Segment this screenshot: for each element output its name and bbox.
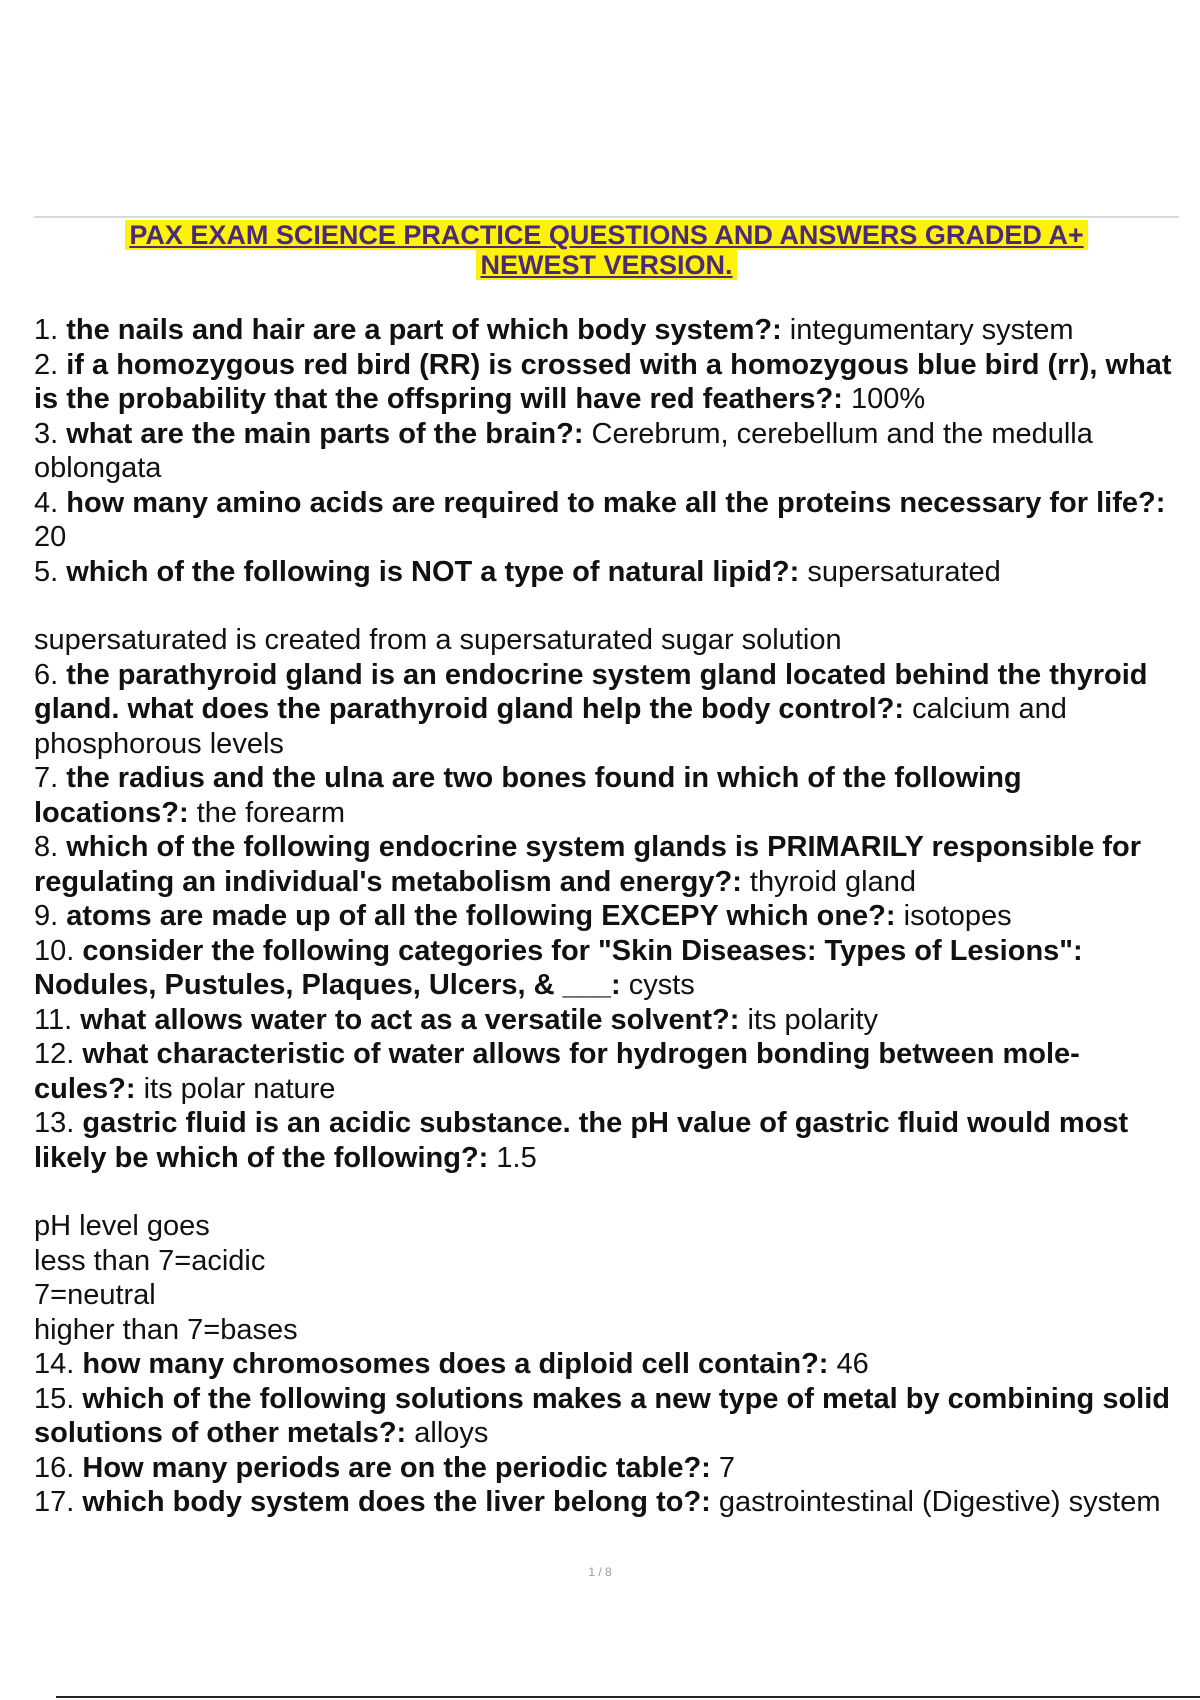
item-number: 6.: [34, 658, 59, 691]
item-number: 14.: [34, 1348, 75, 1380]
page-number: 1 / 8: [588, 1565, 612, 1579]
question-text: gastric fluid is an acidic substance. the pH value of gastric fluid would most likely be which of the following?:: [34, 1107, 1129, 1174]
question-list: [34, 313, 1179, 1520]
answer-text: cysts: [620, 969, 695, 1001]
list-item: [34, 1485, 1179, 1520]
question-text: atoms are made up of all the following EXCEPY which one?:: [66, 900, 896, 932]
answer-text: alloys: [406, 1417, 489, 1449]
answer-text: supersaturated: [799, 555, 1001, 588]
answer-text: Cerebrum, cerebellum and the medulla oblongata: [34, 417, 1093, 484]
spacer: [34, 1175, 1179, 1209]
list-item: [34, 486, 1179, 555]
title-line-2: NEWEST VERSION.: [476, 250, 736, 280]
question-text: what are the main parts of the brain?:: [66, 417, 584, 450]
answer-text: the forearm: [188, 796, 346, 829]
question-text: which body system does the liver belong to?:: [82, 1486, 711, 1518]
item-number: 5.: [34, 555, 59, 588]
top-divider: [34, 216, 1179, 218]
answer-text: 7: [710, 1451, 736, 1484]
list-item: [34, 934, 1179, 1003]
list-item: [34, 1106, 1179, 1175]
question-text: what characteristic of water allows for hydrogen bonding between mole- cules?:: [34, 1038, 1080, 1105]
answer-text: calcium and phosphorous levels: [34, 693, 1067, 760]
item-number: 15.: [34, 1382, 75, 1415]
item-number: 11.: [34, 1003, 73, 1036]
item-number: 9.: [34, 900, 59, 932]
item-number: 3.: [34, 417, 59, 450]
list-item: [34, 830, 1179, 899]
answer-note-line: pH level goes: [34, 1210, 210, 1242]
question-text: the radius and the ulna are two bones found in which of the following locations?:: [34, 762, 1022, 829]
item-number: 4.: [34, 486, 59, 519]
list-item: [34, 417, 1179, 486]
list-item: [34, 313, 1179, 348]
spacer: [34, 589, 1179, 623]
question-text: the parathyroid gland is an endocrine system gland located behind the thyroid gland. what does the parathyroid gland help the body control?:: [34, 658, 1148, 725]
question-text: How many periods are on the periodic table?:: [82, 1451, 711, 1484]
answer-note-line: less than 7=acidic: [34, 1244, 266, 1277]
list-item: [34, 899, 1179, 934]
answer-text: thyroid gland: [741, 865, 916, 898]
question-text: how many chromosomes does a diploid cell contain?:: [82, 1348, 829, 1380]
bottom-divider: [56, 1696, 1200, 1698]
answer-note: supersaturated is created from a supersaturated sugar solution: [34, 624, 842, 656]
answer-text: its polar nature: [135, 1072, 336, 1105]
question-text: the nails and hair are a part of which body system?:: [66, 314, 782, 346]
list-item: [34, 658, 1179, 762]
answer-text: 20: [34, 521, 67, 553]
answer-note-line: higher than 7=bases: [34, 1313, 298, 1346]
answer-text: integumentary system: [781, 314, 1074, 346]
item-number: 8.: [34, 831, 59, 863]
question-text: which of the following is NOT a type of natural lipid?:: [66, 555, 800, 588]
list-item: [34, 761, 1179, 830]
question-text: if a homozygous red bird (RR) is crossed with a homozygous blue bird (rr), what is the probability that the offspring will have red feathers?:: [34, 348, 1172, 415]
question-text: which of the following endocrine system glands is PRIMARILY responsible for regulating an individual's metabolism and energy?:: [34, 831, 1142, 898]
list-item: [34, 555, 1179, 590]
item-number: 2.: [34, 348, 59, 381]
answer-note-line: 7=neutral: [34, 1279, 156, 1311]
answer-text: 100%: [842, 383, 926, 415]
item-number: 17.: [34, 1486, 75, 1518]
question-text: how many amino acids are required to make all the proteins necessary for life?:: [66, 486, 1166, 519]
list-item: [34, 1037, 1179, 1106]
item-number: 12.: [34, 1038, 75, 1070]
question-text: consider the following categories for "Skin Diseases: Types of Lesions": Nodules, Pustules, Plaques, Ulcers, & ___:: [34, 934, 1083, 1001]
answer-text: its polarity: [739, 1003, 879, 1036]
question-text: which of the following solutions makes a new type of metal by combining solid solutions of other metals?:: [34, 1382, 1171, 1449]
item-number: 16.: [34, 1451, 75, 1484]
list-item: [34, 1382, 1179, 1451]
answer-text: isotopes: [895, 900, 1012, 932]
answer-text: 46: [828, 1348, 869, 1380]
item-number: 1.: [34, 314, 59, 346]
answer-text: 1.5: [488, 1141, 537, 1174]
title-line-1: PAX EXAM SCIENCE PRACTICE QUESTIONS AND ANSWERS GRADED A+: [125, 220, 1087, 250]
list-item: [34, 1003, 1179, 1038]
answer-text: gastrointestinal (Digestive) system: [710, 1486, 1161, 1518]
item-number: 7.: [34, 762, 59, 794]
list-item: [34, 348, 1179, 417]
question-text: what allows water to act as a versatile solvent?:: [80, 1003, 740, 1036]
document-title: [34, 220, 1179, 280]
item-number: 10.: [34, 934, 75, 967]
list-item: [34, 1347, 1179, 1382]
list-item: [34, 1451, 1179, 1486]
item-number: 13.: [34, 1107, 75, 1139]
